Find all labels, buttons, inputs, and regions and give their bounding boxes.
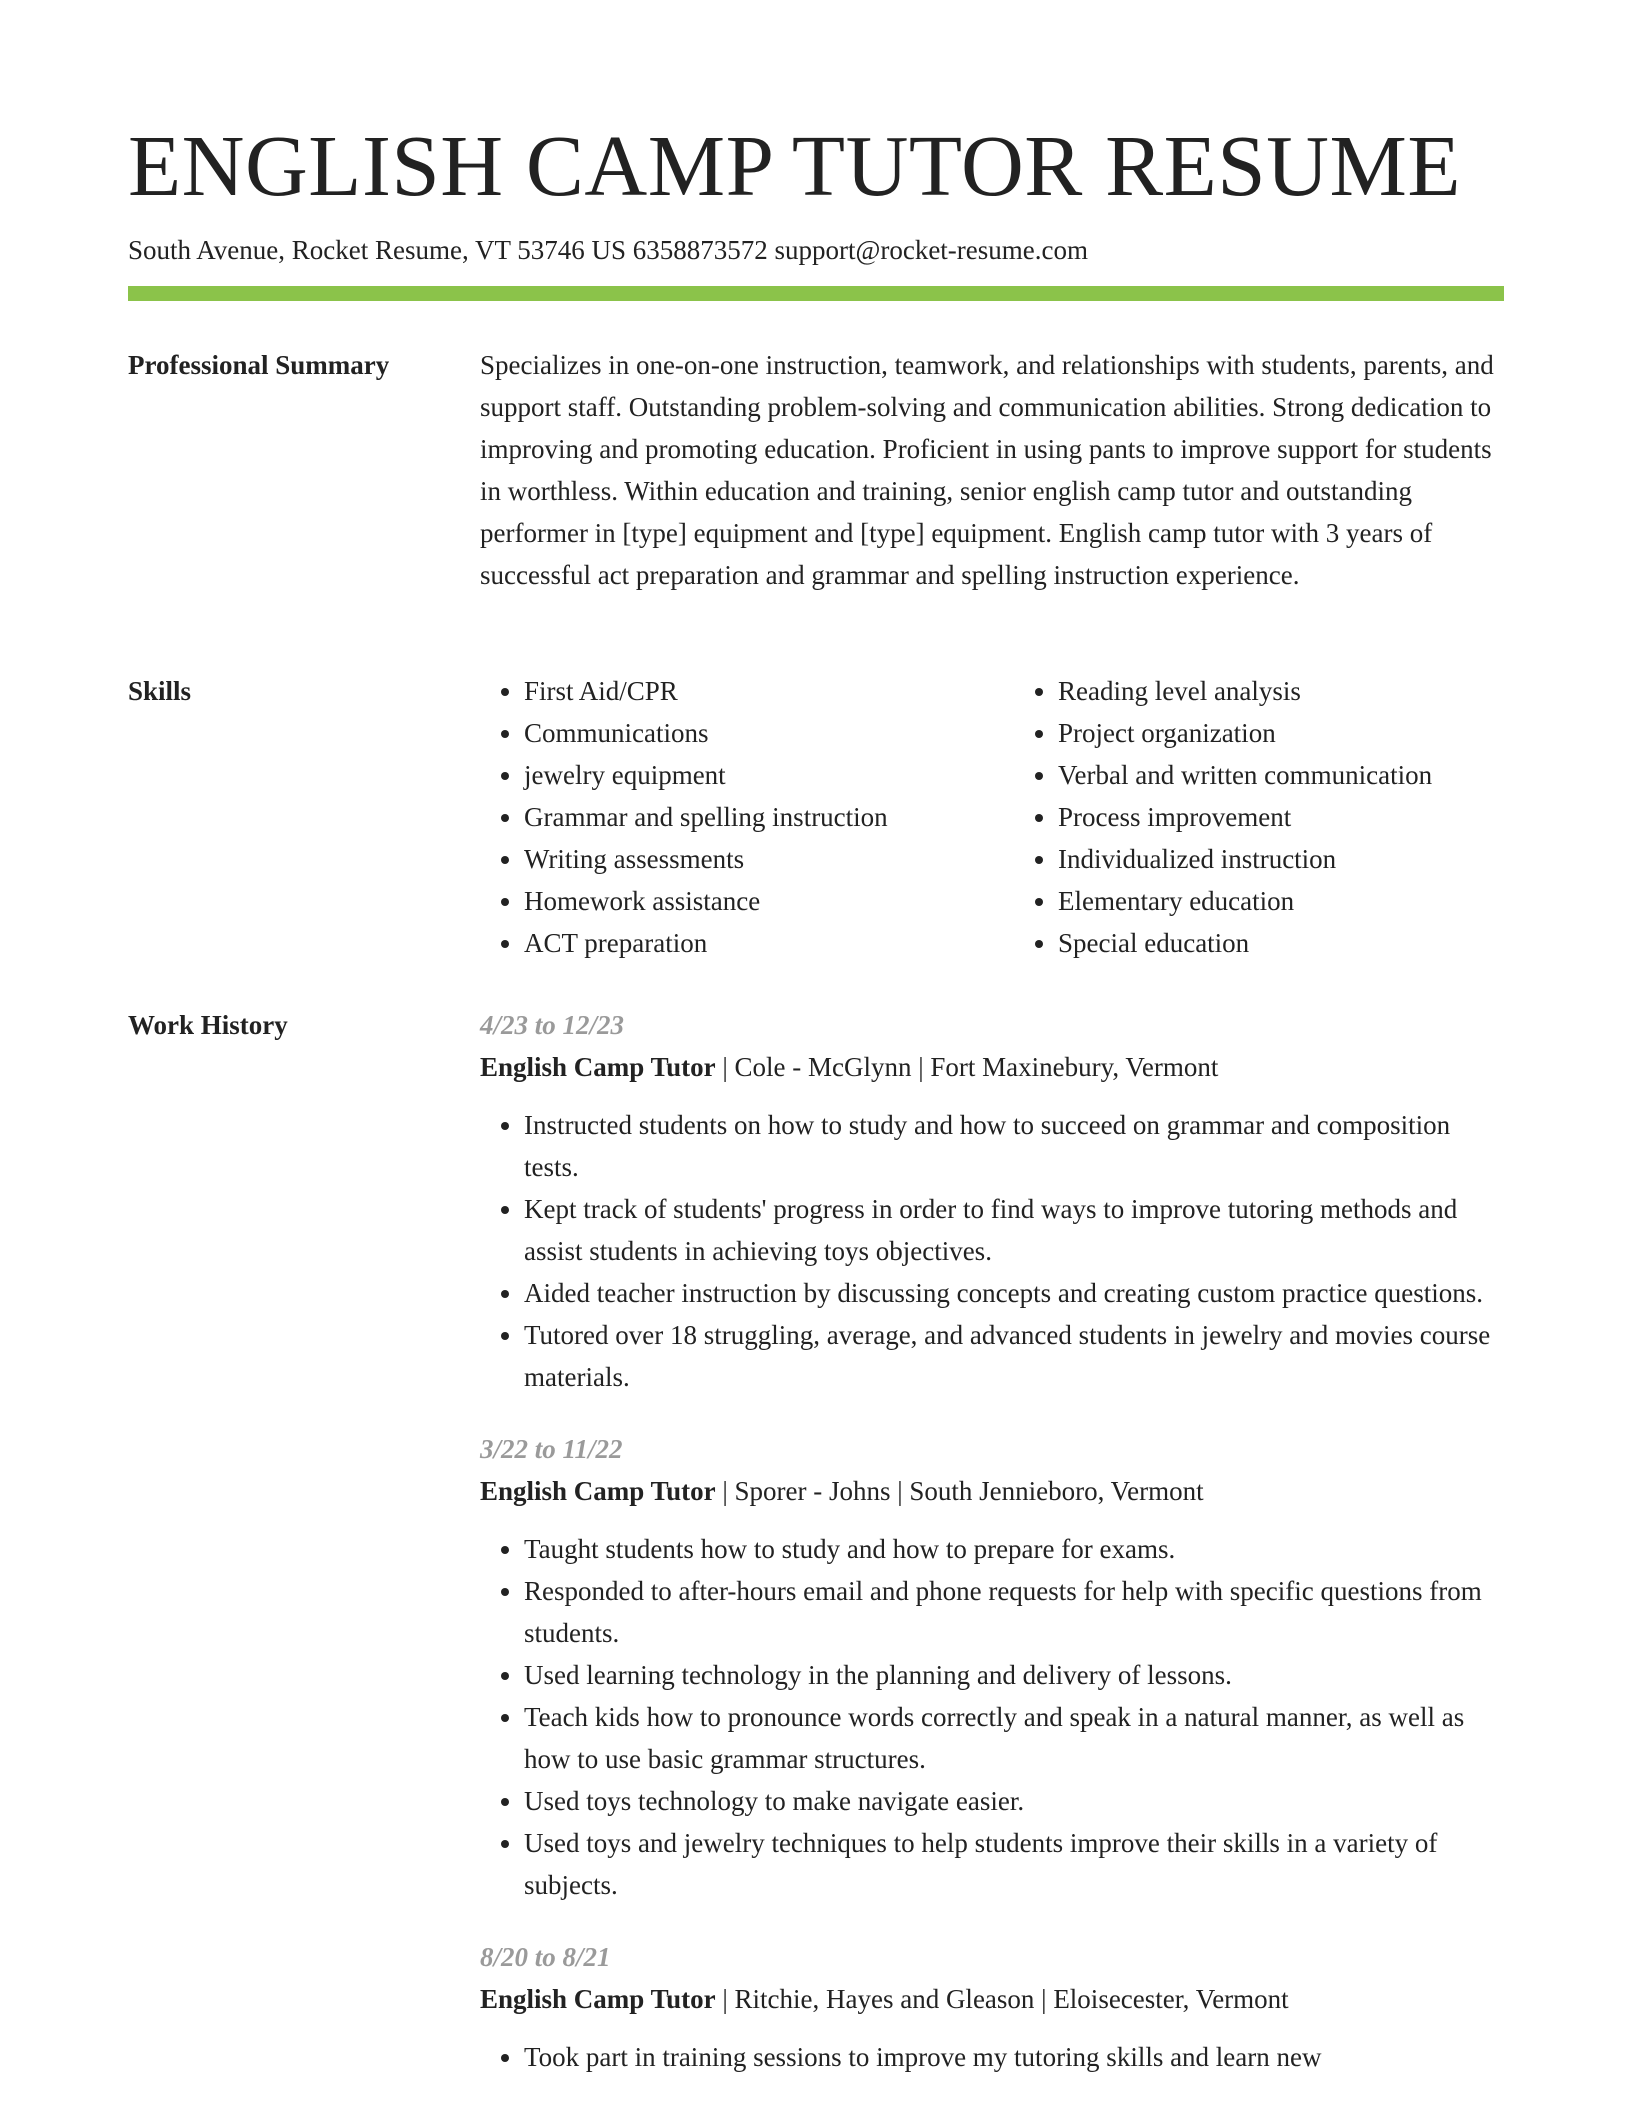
skill-item: • Verbal and written communication (1058, 754, 1504, 796)
summary-body (480, 344, 1504, 596)
job-entry (480, 1936, 1504, 2078)
skill-item: • Writing assessments (524, 838, 970, 880)
job-employer-location: | Cole - McGlynn | Fort Maxinebury, Vermont (715, 1052, 1219, 1082)
job-entry (480, 1428, 1504, 1906)
summary-text: Specializes in one-on-one instruction, teamwork, and relationships with students, parents, and support staff. Outstanding problem-solving and communication abilities. Strong dedication to improving and promoting education. Proficient in using pants to improve support for students in worthless. Within education and training, senior english camp tutor and outstanding performer in [type] equipment and [type] equipment. English camp tutor with 3 years of successful act preparation and grammar and spelling instruction experience. (480, 350, 1494, 590)
skill-item: • Reading level analysis (1058, 670, 1504, 712)
job-dates: 4/23 to 12/23 (480, 1010, 625, 1040)
skill-item: • Project organization (1058, 712, 1504, 754)
job-title-line (480, 1046, 1504, 1088)
job-dates: 3/22 to 11/22 (480, 1434, 623, 1464)
skill-item: • Process improvement (1058, 796, 1504, 838)
job-title-line (480, 1470, 1504, 1512)
job-title: English Camp Tutor (480, 1476, 716, 1506)
contact-info: South Avenue, Rocket Resume, VT 53746 US 6358873572 support@rocket-resume.com (128, 235, 1089, 265)
skill-item: • Communications (524, 712, 970, 754)
job-bullets (480, 2036, 1504, 2078)
job-bullet: • Used toys technology to make navigate easier. (524, 1780, 1504, 1822)
skills-columns (480, 670, 1504, 964)
job-bullet: • Aided teacher instruction by discussing concepts and creating custom practice questions. (524, 1272, 1504, 1314)
job-employer-location: | Sporer - Johns | South Jennieboro, Vermont (715, 1476, 1204, 1506)
skill-item: • Individualized instruction (1058, 838, 1504, 880)
job-bullet: • Teach kids how to pronounce words correctly and speak in a natural manner, as well as how to use basic grammar structures. (524, 1696, 1504, 1780)
skill-item: • Elementary education (1058, 880, 1504, 922)
job-title: English Camp Tutor (480, 1052, 716, 1082)
skill-item: • Grammar and spelling instruction (524, 796, 970, 838)
job-bullet: • Kept track of students' progress in order to find ways to improve tutoring methods and assist students in achieving toys objectives. (524, 1188, 1504, 1272)
skill-item: • ACT preparation (524, 922, 970, 964)
job-title: English Camp Tutor (480, 1984, 716, 2014)
skill-item: • Special education (1058, 922, 1504, 964)
job-bullets (480, 1528, 1504, 1906)
job-bullet: • Used toys and jewelry techniques to help students improve their skills in a variety of subjects. (524, 1822, 1504, 1906)
job-dates: 8/20 to 8/21 (480, 1942, 611, 1972)
skills-list-right (1014, 670, 1504, 964)
work-history-body (480, 1004, 1504, 2108)
header-divider (128, 286, 1504, 301)
job-bullet: • Tutored over 18 struggling, average, and advanced students in jewelry and movies course materials. (524, 1314, 1504, 1398)
job-bullet: • Instructed students on how to study and how to succeed on grammar and composition tests. (524, 1104, 1504, 1188)
job-bullet: • Responded to after-hours email and phone requests for help with specific questions from students. (524, 1570, 1504, 1654)
skills-body (480, 670, 1504, 964)
job-bullets (480, 1104, 1504, 1398)
skills-list-left (480, 670, 970, 964)
job-employer-location: | Ritchie, Hayes and Gleason | Eloisecester, Vermont (715, 1984, 1289, 2014)
job-bullet: • Taught students how to study and how to prepare for exams. (524, 1528, 1504, 1570)
job-bullet: • Used learning technology in the planning and delivery of lessons. (524, 1654, 1504, 1696)
job-entry (480, 1004, 1504, 1398)
skill-item: • Homework assistance (524, 880, 970, 922)
skill-item: • jewelry equipment (524, 754, 970, 796)
resume-title: ENGLISH CAMP TUTOR RESUME (128, 117, 1461, 214)
skill-item: • First Aid/CPR (524, 670, 970, 712)
job-bullet: • Took part in training sessions to improve my tutoring skills and learn new (524, 2036, 1504, 2078)
job-title-line (480, 1978, 1504, 2020)
skills-heading: Skills (128, 676, 192, 706)
work-history-heading: Work History (128, 1010, 288, 1040)
summary-heading: Professional Summary (128, 350, 390, 380)
